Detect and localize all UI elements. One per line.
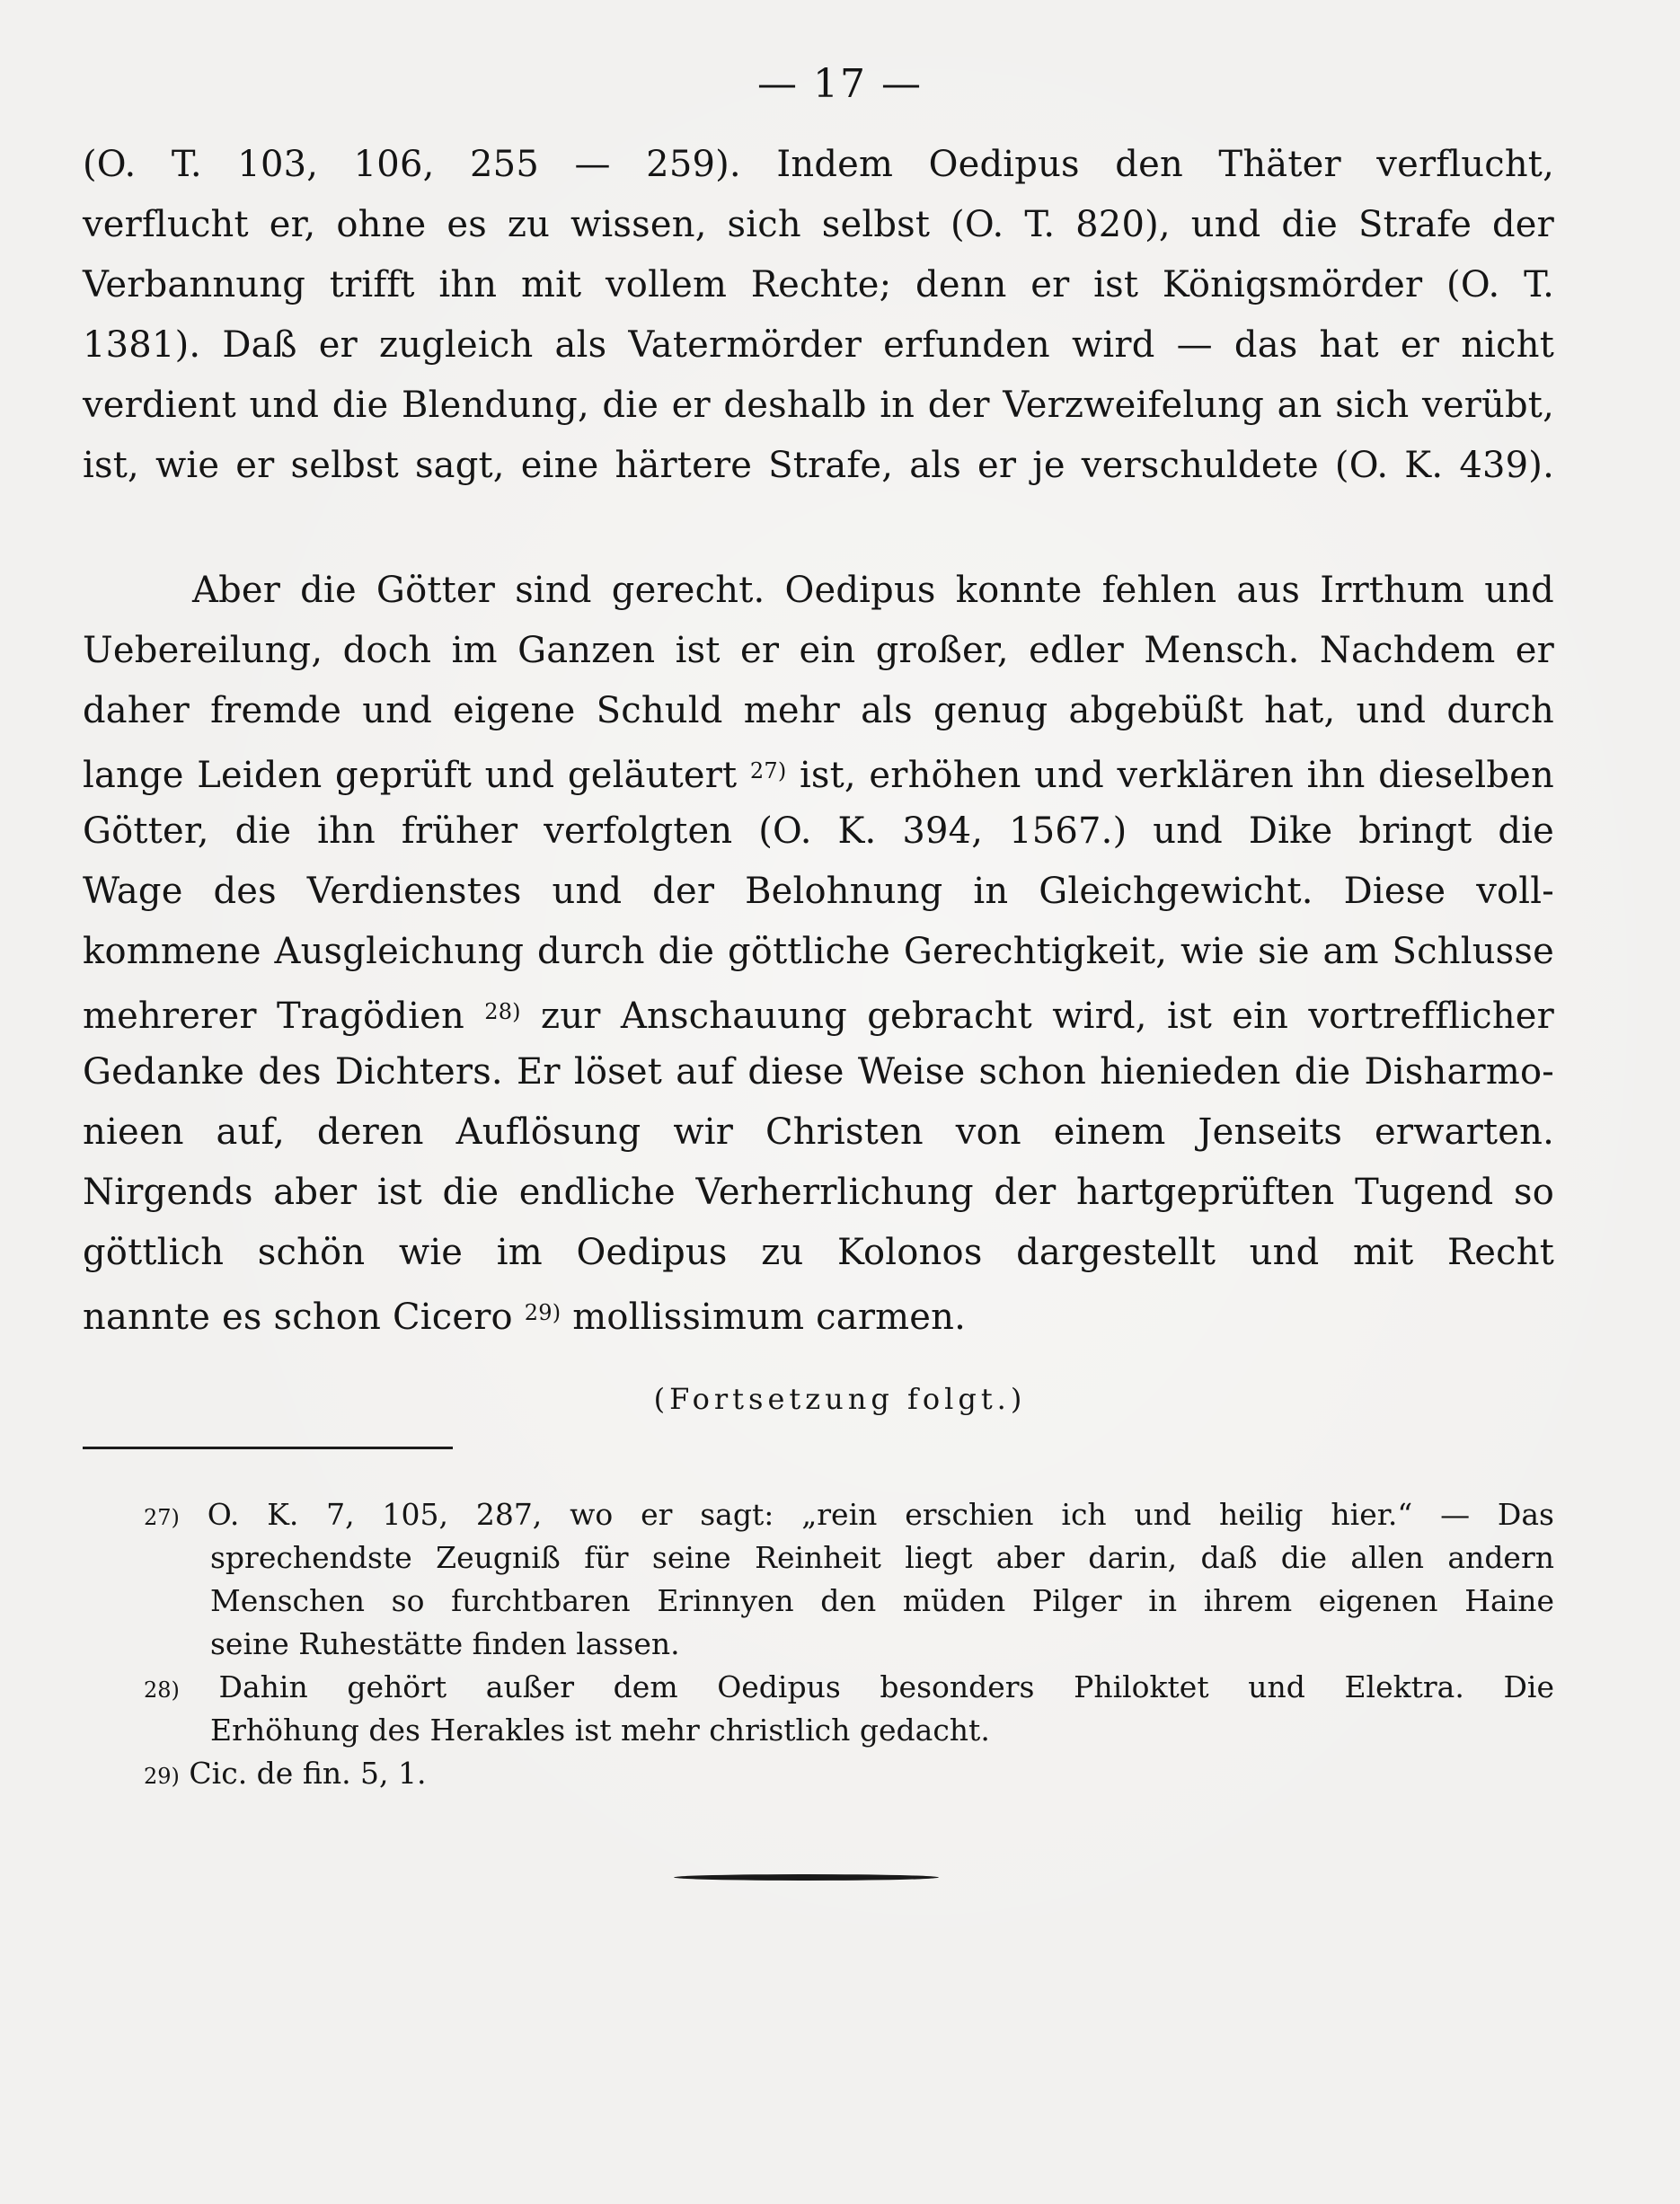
text-line — [83, 982, 1554, 1042]
paragraph-1 — [83, 135, 1554, 496]
footnote-line: Menschen so furchtbaren Erinnyen den müden Pilger in ihrem eigenen Haine — [210, 1583, 1554, 1618]
text-line: verflucht er, ohne es zu wissen, sich selbst (O. T. 820), und die Strafe der — [83, 204, 1554, 245]
end-ornament-rule — [674, 1874, 939, 1881]
footnotes — [144, 1493, 1554, 1795]
footnote-number: 27) — [144, 1505, 180, 1530]
continuation-note: (Fortsetzung folgt.) — [653, 1382, 1027, 1416]
text-segment: zur Anschauung gebracht wird, ist ein vortrefflicher — [541, 996, 1555, 1037]
footnote-line — [144, 1752, 1554, 1795]
footnote-line: sprechendste Zeugniß für seine Reinheit liegt aber darin, daß die allen andern — [210, 1540, 1554, 1575]
text-line: nieen auf, deren Auflösung wir Christen von einem Jenseits erwarten. — [83, 1111, 1554, 1153]
text-segment: lange Leiden geprüft und geläutert — [83, 755, 738, 796]
footnote-line — [144, 1493, 1554, 1536]
footnote-line — [144, 1666, 1554, 1709]
text-line — [83, 741, 1554, 801]
text-line: Wage des Verdienstes und der Belohnung in Gleichgewicht. Diese voll- — [83, 871, 1554, 912]
text-line: Aber die Götter sind gerecht. Oedipus konnte fehlen aus Irrthum und — [192, 570, 1554, 611]
footnote-line: seine Ruhestätte finden lassen. — [210, 1626, 680, 1661]
footnote-number: 28) — [144, 1677, 180, 1703]
footnote-ref-27: 27) — [749, 758, 787, 783]
footnote-separator-rule — [83, 1447, 453, 1449]
text-line: Uebereilung, doch im Ganzen ist er ein großer, edler Mensch. Nachdem er — [83, 630, 1554, 671]
footnote-ref-29: 29) — [524, 1300, 561, 1325]
text-line: ist, wie er selbst sagt, eine härtere Strafe, als er je verschuldete (O. K. 439). — [83, 445, 1554, 486]
text-segment: ist, erhöhen und verklären ihn dieselben — [799, 755, 1554, 796]
text-line: kommene Ausgleichung durch die göttliche Gerechtigkeit, wie sie am Schlusse — [83, 931, 1554, 972]
paragraph-2 — [83, 561, 1554, 1343]
text-segment: mollissimum carmen. — [572, 1297, 967, 1338]
footnote-text: Cic. de fin. 5, 1. — [189, 1756, 427, 1791]
text-segment: mehrerer Tragödien — [83, 996, 464, 1037]
page-number: — 17 — — [757, 61, 923, 107]
text-segment: nannte es schon Cicero — [83, 1297, 513, 1338]
text-line: verdient und die Blendung, die er deshalb in der Verzweifelung an sich verübt, — [83, 385, 1554, 426]
footnote-line: Erhöhung des Herakles ist mehr christlich gedacht. — [210, 1713, 990, 1748]
footnote-28 — [144, 1666, 1554, 1752]
text-line: göttlich schön wie im Oedipus zu Kolonos dargestellt und mit Recht — [83, 1232, 1554, 1273]
footnote-29 — [144, 1752, 1554, 1795]
text-line: daher fremde und eigene Schuld mehr als genug abgebüßt hat, und durch — [83, 690, 1554, 731]
footnote-text: O. K. 7, 105, 287, wo er sagt: „rein erschien ich und heilig hier.“ — Das — [207, 1497, 1554, 1532]
text-line: 1381). Daß er zugleich als Vatermörder erfunden wird — das hat er nicht — [83, 324, 1554, 366]
footnote-number: 29) — [144, 1764, 180, 1789]
text-line — [83, 1283, 1554, 1343]
footnote-27 — [144, 1493, 1554, 1666]
text-line: Verbannung trifft ihn mit vollem Rechte; denn er ist Königsmörder (O. T. — [83, 264, 1554, 305]
footnote-text: Dahin gehört außer dem Oedipus besonders Philoktet und Elektra. Die — [218, 1669, 1554, 1704]
text-line: Götter, die ihn früher verfolgten (O. K. 394, 1567.) und Dike bringt die — [83, 810, 1554, 852]
text-line: Gedanke des Dichters. Er löset auf diese Weise schon hienieden die Disharmo- — [83, 1051, 1554, 1093]
text-line: Nirgends aber ist die endliche Verherrlichung der hartgeprüften Tugend so — [83, 1172, 1554, 1213]
text-line: (O. T. 103, 106, 255 — 259). Indem Oedipus den Thäter verflucht, — [83, 144, 1554, 185]
footnote-ref-28: 28) — [484, 999, 521, 1024]
